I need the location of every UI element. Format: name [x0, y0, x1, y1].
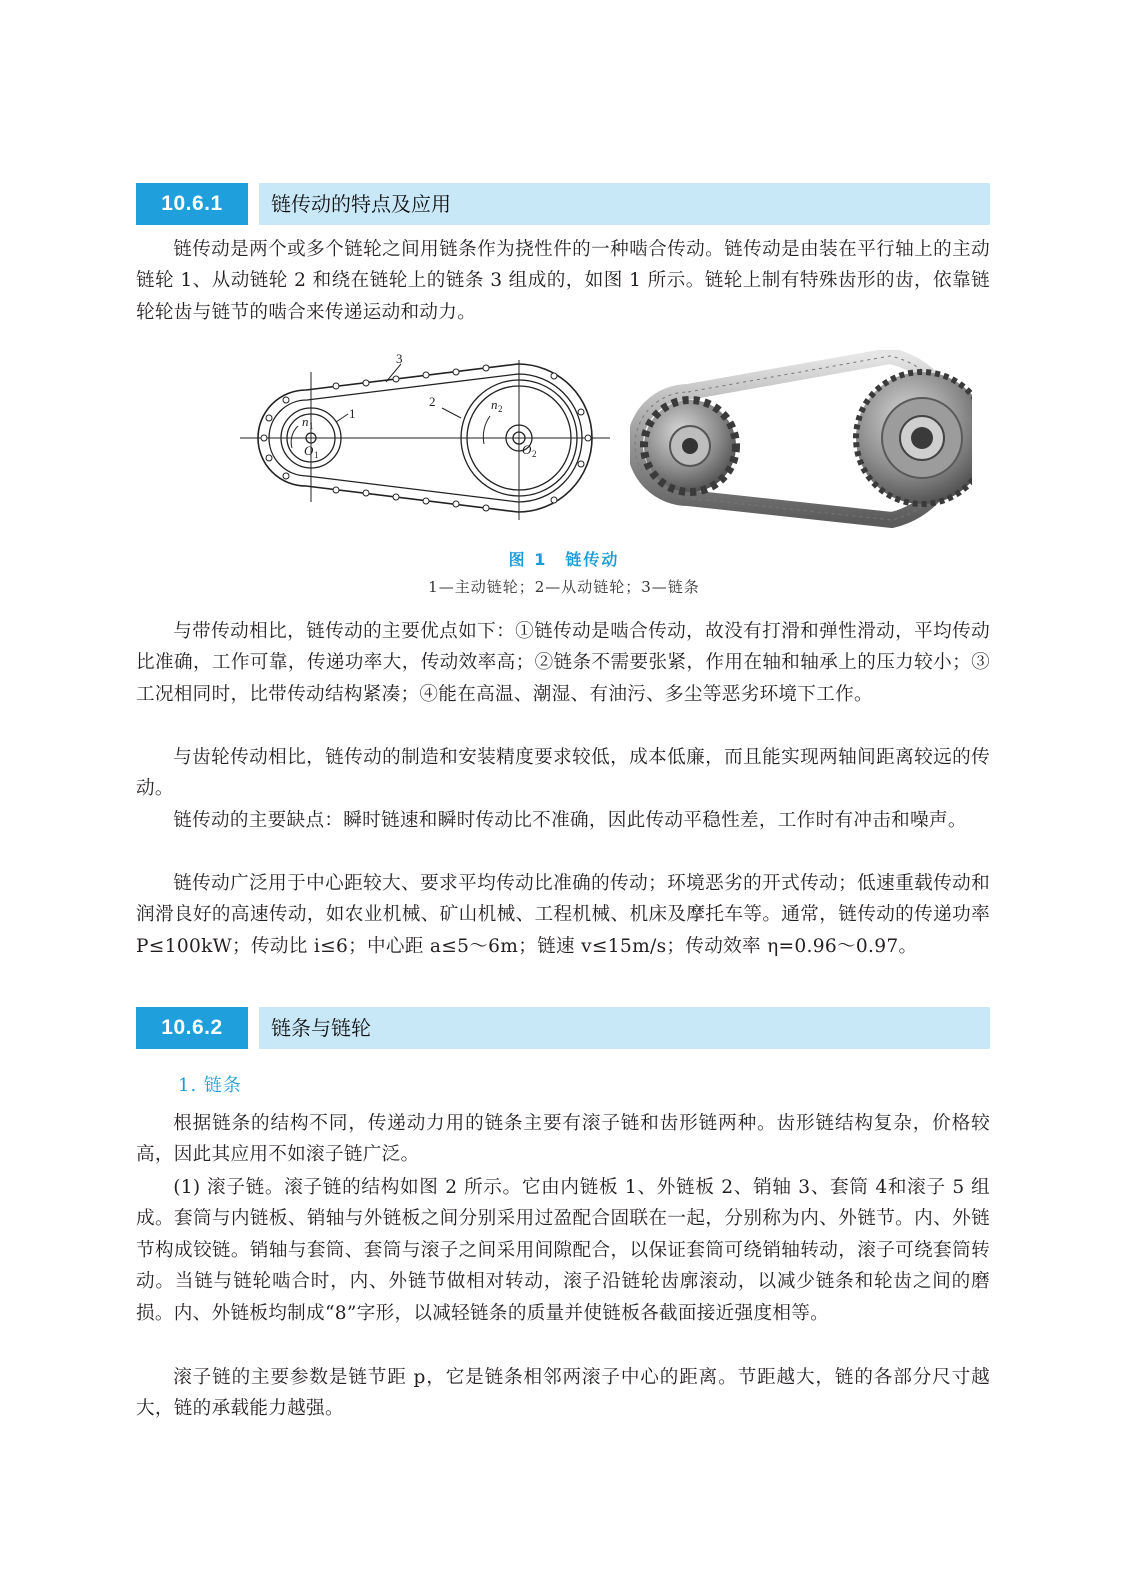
section-number: 10.6.2	[136, 1007, 248, 1049]
label-chain: 3	[396, 352, 403, 366]
label-n2-sub: 2	[498, 404, 503, 414]
section-title: 链条与链轮	[259, 1007, 990, 1049]
section-header-10-6-1	[136, 183, 990, 225]
label-n1-sub: 1	[309, 421, 314, 431]
label-n1: n	[302, 414, 309, 429]
section-number: 10.6.1	[136, 183, 248, 225]
subsection-title: 1. 链条	[178, 1075, 242, 1096]
label-driven-sprocket: 2	[429, 394, 436, 409]
paragraph-advantages-vs-gear: 与齿轮传动相比，链传动的制造和安装精度要求较低，成本低廉，而且能实现两轴间距离较远的传动。	[136, 747, 990, 800]
section-header-10-6-2	[136, 1007, 990, 1049]
label-o1-sub: 1	[314, 450, 319, 460]
figure-legend: 1—主动链轮；2—从动链轮；3—链条	[428, 578, 700, 596]
paragraph-applications: 链传动广泛用于中心距较大、要求平均传动比准确的传动；环境恶劣的开式传动；低速重载传动和润滑良好的高速传动，如农业机械、矿山机械、工程机械、机床及摩托车等。通常，链传动的传递功率 P≤100kW；传动比 i≤6；中心距 a≤5～6m；链速 v≤15m/s；传动效率 η=0.96～0.97。	[136, 873, 990, 957]
paragraph-chain-types: 根据链条的结构不同，传递动力用的链条主要有滚子链和齿形链两种。齿形链结构复杂，价格较高，因此其应用不如滚子链广泛。	[136, 1113, 990, 1166]
paragraph-disadvantages: 链传动的主要缺点：瞬时链速和瞬时传动比不准确，因此传动平稳性差，工作时有冲击和噪声。	[173, 810, 967, 831]
label-o2-sub: 2	[532, 449, 537, 459]
chain-drive-diagram	[236, 352, 614, 530]
paragraph-chain-pitch: 滚子链的主要参数是链节距 p，它是链条相邻两滚子中心的距离。节距越大，链的各部分尺寸越大，链的承载能力越强。	[136, 1367, 990, 1420]
paragraph-roller-chain: (1) 滚子链。滚子链的结构如图 2 所示。它由内链板 1、外链板 2、销轴 3、套筒 4和滚子 5 组成。套筒与内链板、销轴与外链板之间分别采用过盈配合固联在一起，分别称为内、外链节。内、外链节构成铰链。销轴与套筒、套筒与滚子之间采用间隙配合，以保证套筒可绕销轴转动，滚子可绕套筒转动。当链与链轮啮合时，内、外链节做相对转动，滚子沿链轮齿廓滚动，以减少链条和轮齿之间的磨损。内、外链板均制成“8”字形，以减轻链条的质量并使链板各截面接近强度相等。	[136, 1177, 990, 1324]
intro-paragraph: 链传动是两个或多个链轮之间用链条作为挠性件的一种啮合传动。链传动是由装在平行轴上的主动链轮 1、从动链轮 2 和绕在链轮上的链条 3 组成的，如图 1 所示。链轮上制有特殊齿形的齿，依靠链轮轮齿与链节的啮合来传递运动和动力。	[136, 239, 990, 323]
paragraph-advantages-vs-belt: 与带传动相比，链传动的主要优点如下：①链传动是啮合传动，故没有打滑和弹性滑动，平均传动比准确，工作可靠，传递功率大，传动效率高；②链条不需要张紧，作用在轴和轴承上的压力较小；③工况相同时，比带传动结构紧凑；④能在高温、潮湿、有油污、多尘等恶劣环境下工作。	[136, 621, 990, 705]
label-drive-sprocket: 1	[349, 406, 356, 421]
chain-drive-render	[630, 350, 972, 528]
figure-caption: 图 1 链传动	[508, 550, 620, 569]
section-title: 链传动的特点及应用	[259, 183, 990, 225]
label-o1: O	[304, 443, 314, 458]
label-n2: n	[491, 397, 498, 412]
label-o2: O	[522, 442, 532, 457]
